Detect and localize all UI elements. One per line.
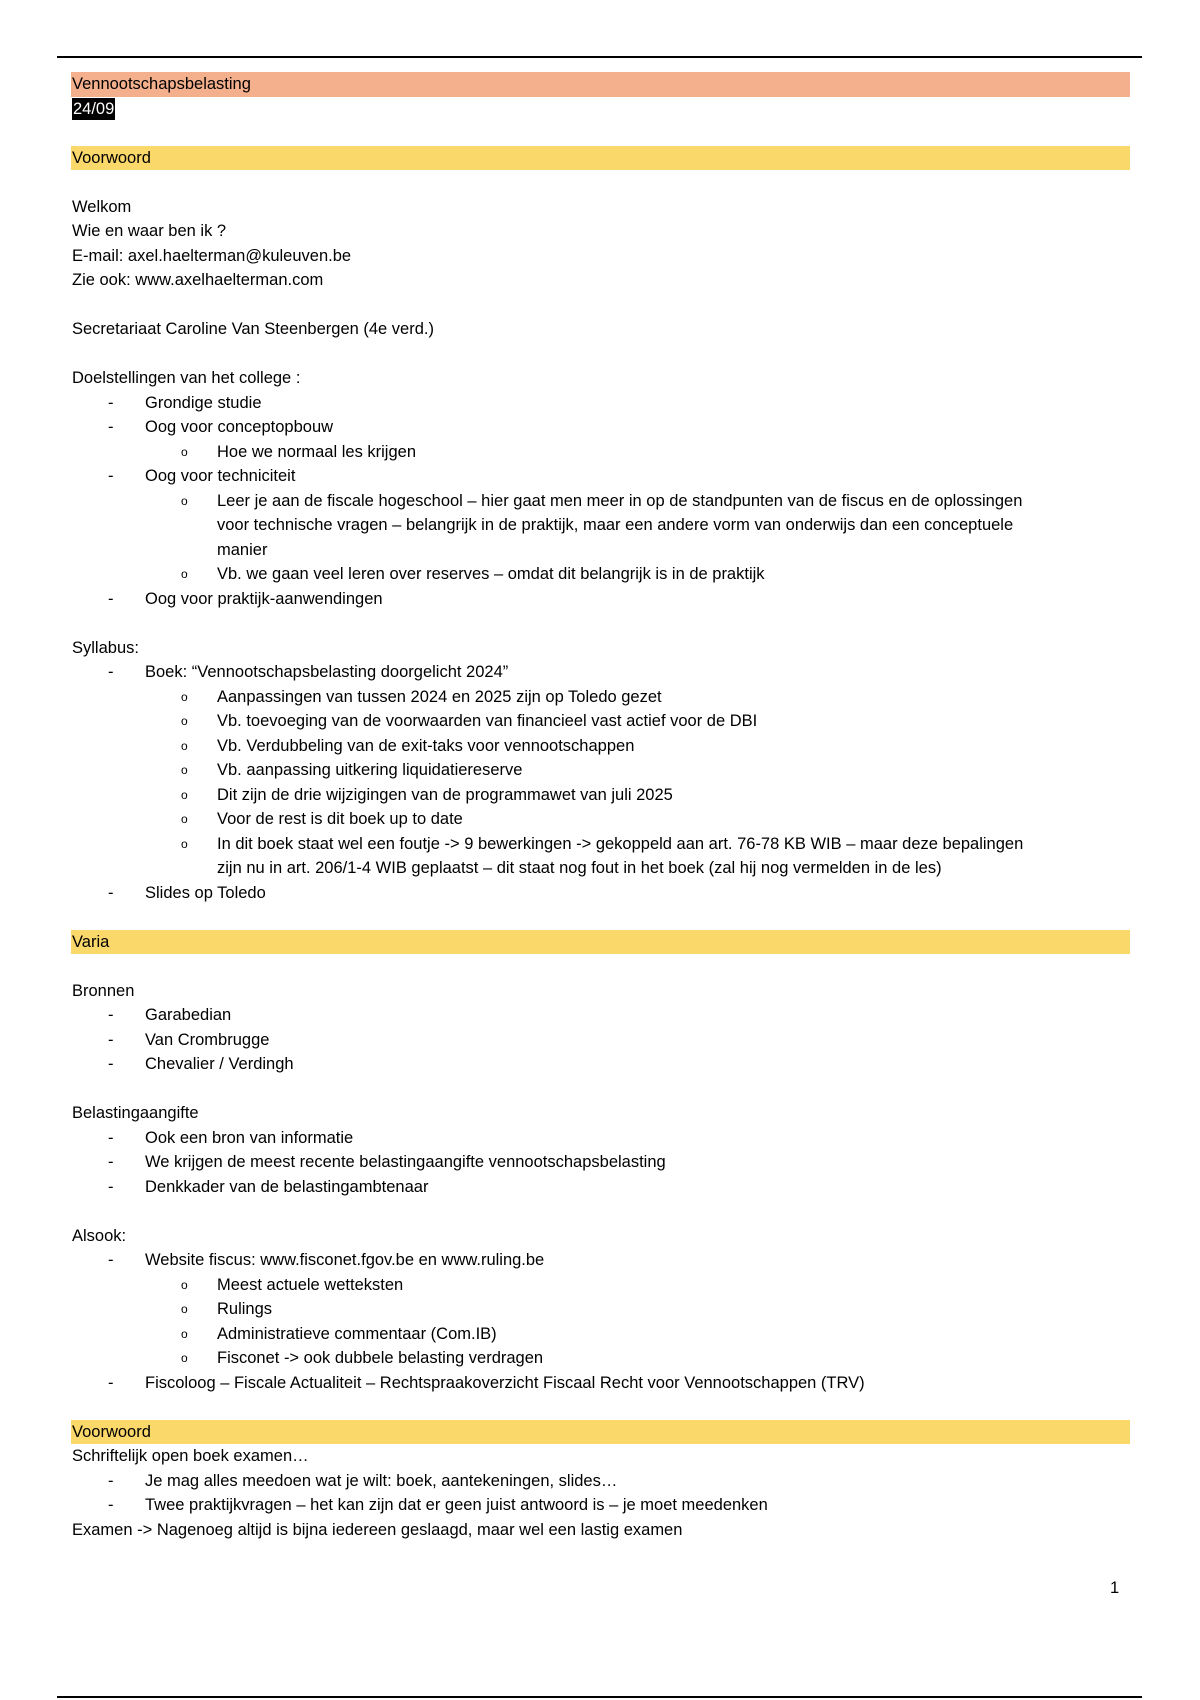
list-item: - Oog voor praktijk-aanwendingen [72, 587, 1130, 612]
sub-list-item: o Administratieve commentaar (Com.IB) [72, 1322, 1130, 1347]
list-item: - Slides op Toledo [72, 881, 1130, 906]
circle-marker: o [181, 836, 188, 851]
dash-marker: - [108, 1030, 114, 1049]
dash-marker: - [108, 1128, 114, 1147]
circle-marker: o [181, 1351, 188, 1365]
circle-marker: o [181, 812, 188, 826]
document-body [72, 72, 1130, 1542]
circle-marker: o [181, 738, 188, 753]
dash-marker: - [108, 467, 114, 485]
dash-marker: - [108, 1055, 114, 1073]
bottom-rule [57, 1696, 1142, 1698]
section-heading-voorwoord: Voorwoord [71, 146, 1130, 171]
list-item: - Oog voor techniciteit [72, 464, 1130, 489]
list-item: - Garabedian [72, 1003, 1130, 1028]
list-item: - Twee praktijkvragen – het kan zijn dat er geen juist antwoord is – je moet meedenken [72, 1493, 1130, 1518]
exam-list [72, 1469, 1130, 1518]
list-item: - Van Crombrugge [72, 1028, 1130, 1053]
exam-line: Schriftelijk open boek examen… [72, 1447, 309, 1465]
list-item: - Oog voor conceptopbouw [72, 415, 1130, 440]
sub-list-item: o Vb. toevoeging van de voorwaarden van financieel vast actief voor de DBI [72, 709, 1130, 734]
circle-marker: o [181, 787, 188, 802]
sub-list-item: o Hoe we normaal les krijgen [72, 440, 1130, 465]
belastingaangifte-heading: Belastingaangifte [72, 1104, 199, 1122]
circle-marker: o [181, 1326, 188, 1341]
dash-marker: - [108, 1153, 114, 1171]
bronnen-list [72, 1003, 1130, 1077]
list-item: - Chevalier / Verdingh [72, 1052, 1130, 1077]
intro-line: Zie ook: www.axelhaelterman.com [72, 271, 324, 289]
document-title: Vennootschapsbelasting [71, 72, 1130, 97]
sub-list-item: o Dit zijn de drie wijzigingen van de programmawet van juli 2025 [72, 783, 1130, 808]
sub-list-item: o Fisconet -> ook dubbele belasting verdragen [72, 1346, 1130, 1371]
list-item: - We krijgen de meest recente belastingaangifte vennootschapsbelasting [72, 1150, 1130, 1175]
sub-list-item: o Vb. we gaan veel leren over reserves – omdat dit belangrijk is in de praktijk [72, 562, 1130, 587]
intro-line: Welkom [72, 197, 132, 216]
sub-list-item: o Rulings [72, 1297, 1130, 1322]
dash-marker: - [108, 1251, 114, 1269]
dash-marker: - [108, 1373, 114, 1392]
page-number: 1 [1110, 1579, 1120, 1597]
sub-list-item: o Vb. aanpassing uitkering liquidatiereserve [72, 758, 1130, 783]
alsook-list [72, 1248, 1130, 1395]
exam-line: Examen -> Nagenoeg altijd is bijna iedereen geslaagd, maar wel een lastig examen [72, 1520, 683, 1539]
syllabus-list [72, 660, 1130, 905]
date-line [72, 97, 1130, 122]
doelstellingen-list [72, 391, 1130, 612]
circle-marker: o [181, 567, 188, 581]
dash-marker: - [108, 1496, 114, 1514]
dash-marker: - [108, 589, 114, 608]
circle-marker: o [181, 689, 188, 704]
section-heading-varia: Varia [71, 930, 1130, 955]
top-rule [57, 56, 1142, 58]
belastingaangifte-list [72, 1126, 1130, 1200]
circle-marker: o [181, 493, 188, 508]
dash-marker: - [108, 1177, 114, 1196]
sub-list-item: o Aanpassingen van tussen 2024 en 2025 zijn op Toledo gezet [72, 685, 1130, 710]
list-item: - Je mag alles meedoen wat je wilt: boek, aantekeningen, slides… [72, 1469, 1130, 1494]
list-item: - Denkkader van de belastingambtenaar [72, 1175, 1130, 1200]
bronnen-heading: Bronnen [72, 981, 135, 1000]
list-item: - Boek: “Vennootschapsbelasting doorgelicht 2024” [72, 660, 1130, 685]
dash-marker: - [108, 418, 114, 436]
alsook-heading: Alsook: [72, 1226, 127, 1245]
dash-marker: - [108, 663, 114, 681]
circle-marker: o [181, 444, 188, 459]
doelstellingen-heading: Doelstellingen van het college : [72, 369, 301, 387]
sub-list-item: o Meest actuele wetteksten [72, 1273, 1130, 1298]
sub-list-item: o In dit boek staat wel een foutje -> 9 bewerkingen -> gekoppeld aan art. 76-78 KB WIB – maar deze bepalingen zijn nu in art. 206/1-4 WIB geplaatst – dit staat nog fout in het boek (zal hij nog vermelden in de les) [72, 832, 1130, 881]
circle-marker: o [181, 714, 188, 728]
list-item: - Fiscoloog – Fiscale Actualiteit – Rechtspraakoverzicht Fiscaal Recht voor Vennootschappen (TRV) [72, 1371, 1130, 1396]
dash-marker: - [108, 1471, 114, 1490]
syllabus-heading: Syllabus: [72, 638, 139, 657]
date-badge: 24/09 [73, 99, 115, 118]
circle-marker: o [181, 1302, 188, 1316]
list-item: - Website fiscus: www.fisconet.fgov.be en www.ruling.be [72, 1248, 1130, 1273]
dash-marker: - [108, 393, 114, 412]
circle-marker: o [181, 1277, 188, 1292]
sub-list-item: o Vb. Verdubbeling van de exit-taks voor vennootschappen [72, 734, 1130, 759]
sub-list-item: o Leer je aan de fiscale hogeschool – hier gaat men meer in op de standpunten van de fiscus en de oplossingen voor technische vragen – belangrijk in de praktijk, maar een andere vorm van onderwijs dan een conceptuele manier [72, 489, 1130, 563]
circle-marker: o [181, 763, 188, 777]
section-heading-voorwoord-2: Voorwoord [71, 1420, 1130, 1445]
sub-list-item: o Voor de rest is dit boek up to date [72, 807, 1130, 832]
intro-line: E-mail: axel.haelterman@kuleuven.be [72, 246, 352, 265]
dash-marker: - [108, 883, 114, 902]
dash-marker: - [108, 1006, 114, 1024]
intro-line: Wie en waar ben ik ? [72, 222, 227, 240]
list-item: - Ook een bron van informatie [72, 1126, 1130, 1151]
secretariaat-line: Secretariaat Caroline Van Steenbergen (4e verd.) [72, 320, 434, 338]
list-item: - Grondige studie [72, 391, 1130, 416]
